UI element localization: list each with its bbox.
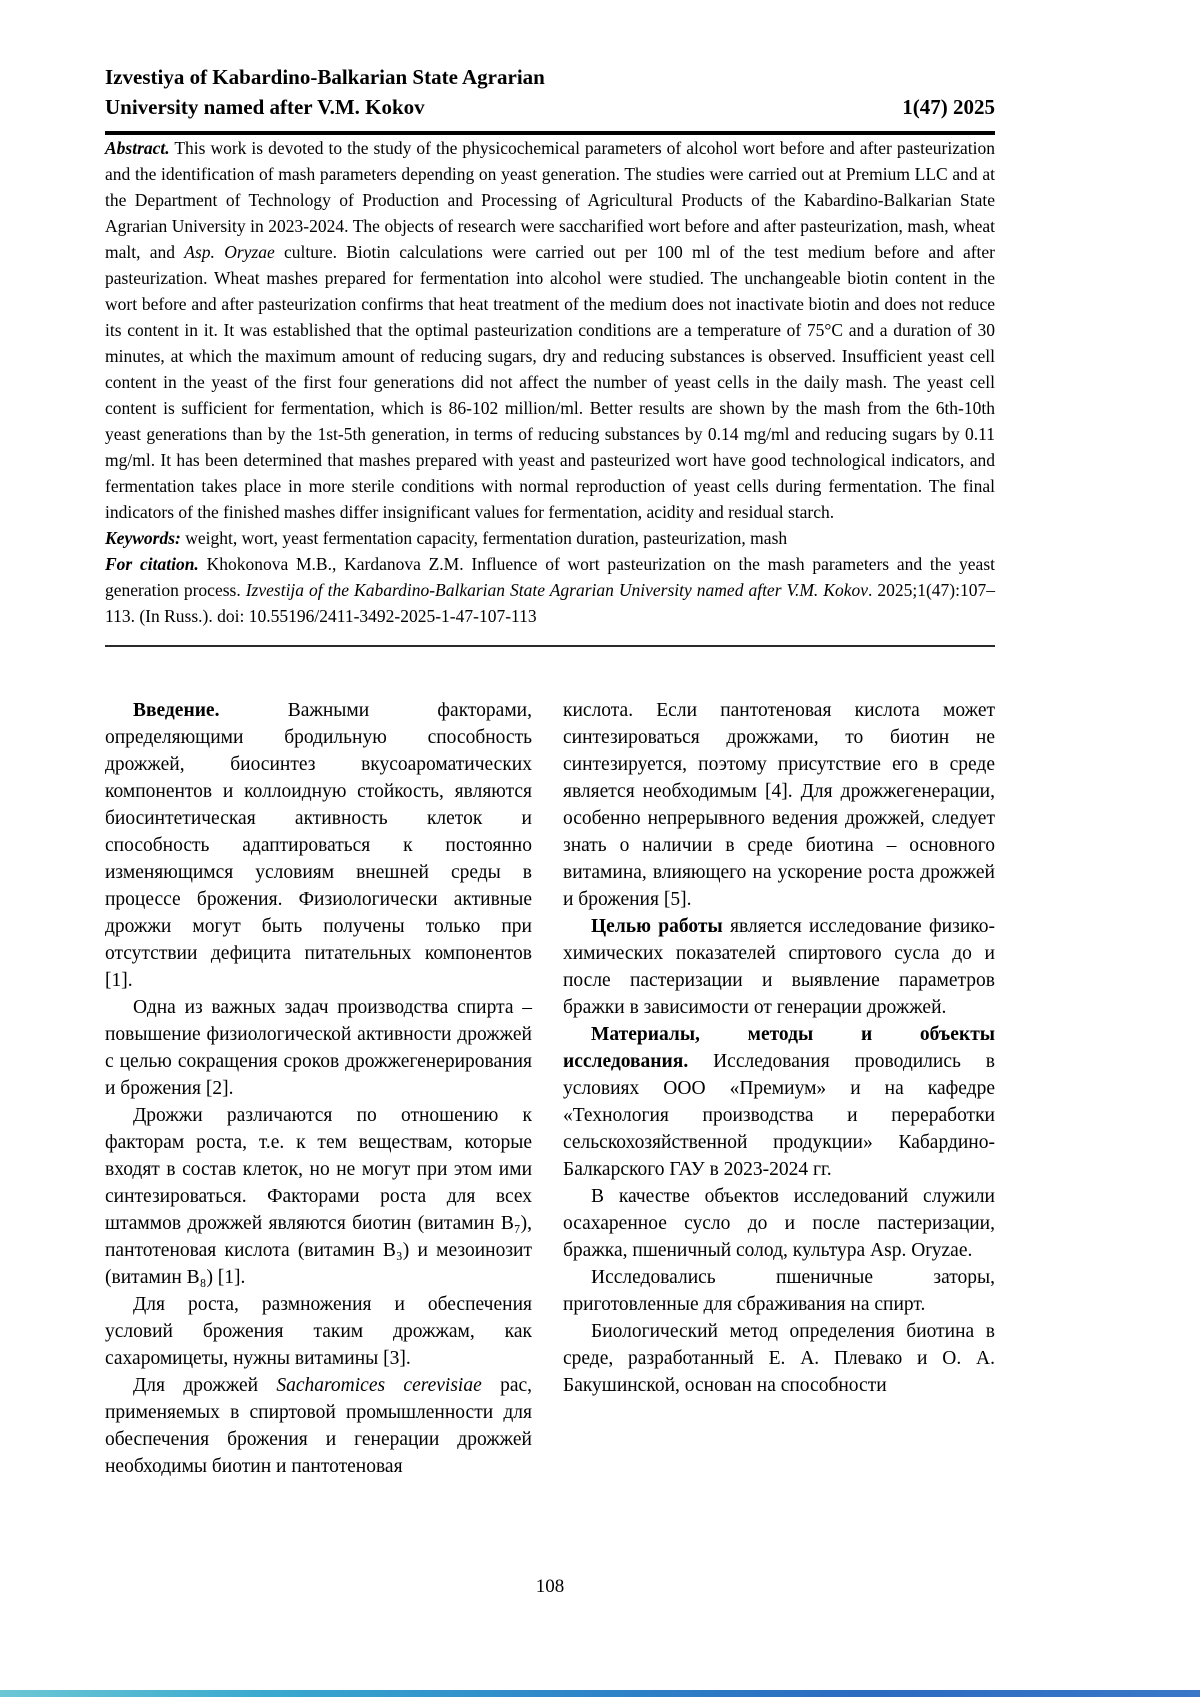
paragraph: В качестве объектов исследований служили осахаренное сусло до и после пастеризации, бражка, пшеничный солод, культура Asp. Oryzae.: [563, 1186, 995, 1261]
abstract-text-1: This work is devoted to the study of the physicochemical parameters of alcohol wort before and after pasteurization and the identification of mash parameters depending on yeast generation. The studies were carried out at Premium LLC and at the Department of Technology of Production and Processing of Agricultural Products of the Kabardino-Balkarian State Agrarian University in 2023-2024. The objects of research were saccharified wort before and after pasteurization, mash, wheat malt, and: [105, 138, 995, 262]
left-column: [105, 697, 532, 1480]
keywords-text: weight, wort, yeast fermentation capacity, fermentation duration, pasteurization, mash: [180, 528, 788, 548]
paragraph: Для роста, размножения и обеспечения условий брожения таким дрожжам, как сахаромицеты, нужны витамины [3].: [105, 1294, 532, 1369]
paragraph: Исследовались пшеничные заторы, приготовленные для сбраживания на спирт.: [563, 1267, 995, 1315]
abstract-label: Abstract.: [105, 138, 170, 158]
paragraph: Дрожжи различаются по отношению к факторам роста, т.е. к тем веществам, которые входят в состав клеток, но не могут при этом ими синтезироваться. Факторами роста для всех штаммов дрожжей являются биотин (витамин В₇), пантотеновая кислота (витамин В₃) и мезоинозит (витамин В₈) [1].: [105, 1105, 532, 1288]
page-header: [105, 0, 995, 135]
abstract-paragraph: [105, 135, 995, 525]
keywords-paragraph: [105, 525, 995, 551]
paragraph-text: Для дрожжей: [133, 1375, 277, 1396]
paragraph: Биологический метод определения биотина в среде, разработанный Е. А. Плевако и О. А. Бакушинской, основан на способности: [563, 1321, 995, 1396]
bottom-gradient-bar: [0, 1690, 1200, 1697]
citation-text-1: Khokonova M.B., Kardanova Z.M. Influence of wort pasteurization on the mash parameters and the yeast generation process.: [105, 554, 995, 600]
paragraph-text: рас, применяемых в спиртовой промышленности для обеспечения брожения и генерации дрожжей необходимы биотин и пантотеновая: [105, 1375, 533, 1477]
paragraph-materials: [563, 1021, 995, 1183]
citation-text-2: . 2025;1(47):107–113. (In Russ.). doi: 10.55196/2411-3492-2025-1-47-107-113: [105, 580, 995, 626]
citation-journal-name: Izvestija of the Kabardino-Balkarian State Agrarian University named after V.M. Kokov: [245, 580, 868, 600]
species-name-italic: Sacharomices cerevisiae: [276, 1375, 482, 1396]
introduction-heading: Введение.: [133, 700, 220, 721]
issue-number: 1(47) 2025: [902, 95, 995, 119]
journal-title-line1: Izvestiya of Kabardino-Balkarian State Agrarian: [105, 65, 545, 89]
citation-paragraph: [105, 551, 995, 629]
page-number: 108: [535, 1576, 565, 1597]
paragraph-continuation: кислота. Если пантотеновая кислота может синтезироваться дрожжами, то биотин не синтезируется, поэтому присутствие его в среде является необходимым [4]. Для дрожжегенерации, особенно непрерывного ведения дрожжей, следует знать о наличии в среде биотина – основного витамина, влияющего на ускорение роста дрожжей и брожения [5].: [563, 700, 995, 910]
section-divider-rule: [105, 645, 995, 647]
abstract-text-2: culture. Biotin calculations were carried out per 100 ml of the test medium before and after pasteurization. Wheat mashes prepared for fermentation into alcohol were studied. The unchangeable biotin content in the wort before and after pasteurization confirms that heat treatment of the medium does not inactivate biotin and does not reduce its content in it. It was established that the optimal pasteurization conditions are a temperature of 75°C and a duration of 30 minutes, at which the maximum amount of reducing sugars, dry and reducing substances is observed. Insufficient yeast cell content in the yeast of the first four generations did not affect the number of yeast cells in the daily mash. The yeast cell content is sufficient for fermentation, which is 86-102 million/ml. Better results are shown by the mash from the 6th-10th yeast generations than by the 1st-5th generation, in terms of reducing substances by 0.14 mg/ml and reducing sugars by 0.11 mg/ml. It has been determined that mashes prepared with yeast and pasteurized wort have good technological indicators, and fermentation takes place in more sterile conditions with normal reproduction of yeast cells during fermentation. The final indicators of the finished mashes differ insignificant values for fermentation, acidity and residual starch.: [105, 242, 996, 522]
article-body: [105, 697, 995, 1480]
introduction-text: Важными факторами, определяющими бродильную способность дрожжей, биосинтез вкусоароматических компонентов и коллоидную стойкость, являются биосинтетическая активность клеток и способность адаптироваться к постоянно изменяющимся условиям внешней среды в процессе брожения. Физиологически активные дрожжи могут быть получены только при отсутствии дефицита питательных компонентов [1].: [105, 700, 532, 991]
aim-heading: Целью работы: [591, 916, 723, 937]
paragraph: Одна из важных задач производства спирта – повышение физиологической активности дрожжей с целью сокращения сроков дрожжегенерирования и брожения [2].: [105, 997, 532, 1099]
paragraph: [105, 1372, 532, 1480]
materials-text: Исследования проводились в условиях ООО «Премиум» и на кафедре «Технология производства и переработки сельскохозяйственной продукции» Кабардино-Балкарского ГАУ в 2023-2024 гг.: [563, 1051, 995, 1180]
materials-heading: Материалы, методы и объекты исследования.: [563, 1024, 995, 1072]
aim-text: является исследование физико-химических показателей спиртового сусла до и после пастеризации и выявление параметров бражки в зависимости от генерации дрожжей.: [563, 916, 995, 1018]
citation-label: For citation.: [105, 554, 199, 574]
journal-title-line2: University named after V.M. Kokov: [105, 95, 425, 119]
paragraph-aim: [563, 913, 995, 1021]
keywords-label: Keywords:: [105, 528, 181, 548]
abstract-species-name: Asp. Oryzae: [184, 242, 275, 262]
paragraph-introduction: [105, 697, 532, 994]
right-column: [563, 697, 995, 1480]
